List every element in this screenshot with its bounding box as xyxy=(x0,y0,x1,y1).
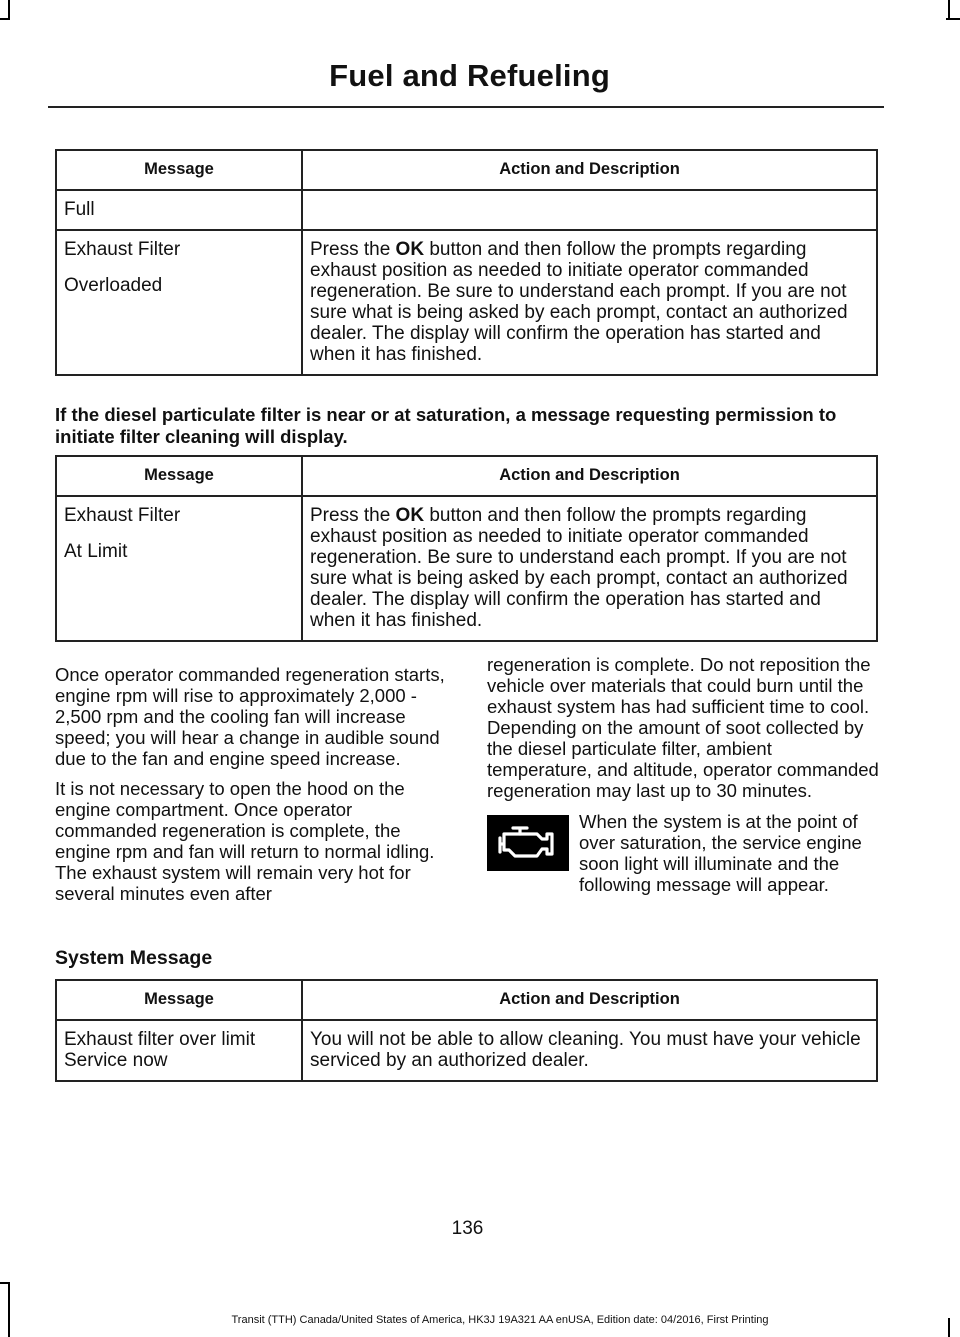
table-row xyxy=(56,496,877,641)
crop-mark-top-left-v xyxy=(8,0,10,18)
message-table-overloaded xyxy=(55,149,878,376)
engine-warning-icon xyxy=(487,815,569,871)
message-cell xyxy=(56,496,302,641)
crop-mark-top-right-h xyxy=(946,18,960,20)
message-cell: Exhaust filter over limit Service now xyxy=(56,1020,302,1081)
table-header-row xyxy=(56,150,877,190)
table-row xyxy=(56,190,877,230)
action-cell: You will not be able to allow cleaning. You must have your vehicle serviced by an authorized dealer. xyxy=(302,1020,877,1081)
body-column-right xyxy=(487,654,879,895)
section-title: Fuel and Refueling xyxy=(329,58,610,93)
table-header-row xyxy=(56,980,877,1020)
message-cell: Full xyxy=(56,190,302,230)
message-line: Exhaust Filter xyxy=(64,239,181,260)
body-paragraph: Once operator commanded regeneration starts, engine rpm will rise to approximately 2,000 - 2,500 rpm and the cooling fan will increase speed; you will hear a change in audible sound due to the fan and engine speed increase. xyxy=(55,664,445,769)
crop-mark-top-left-h xyxy=(0,18,10,20)
message-line: Exhaust Filter xyxy=(64,505,181,526)
system-message-table xyxy=(55,979,878,1082)
table-row xyxy=(56,1020,877,1081)
table-header-row xyxy=(56,456,877,496)
column-header-action: Action and Description xyxy=(302,456,877,496)
action-cell xyxy=(302,190,877,230)
column-header-message: Message xyxy=(56,980,302,1020)
column-header-action: Action and Description xyxy=(302,980,877,1020)
crop-mark-bottom-left-v xyxy=(8,1282,10,1337)
action-text-prefix: Press the xyxy=(310,505,396,526)
action-text: button and then follow the prompts regarding exhaust position as needed to initiate operator commanded regeneration. Be sure to understand each prompt. If you are not sure what is being asked by each prompt, contact an authorized dealer. The display will confirm the operation has started and when it has finished. xyxy=(310,239,848,365)
saturation-subheading: If the diesel particulate filter is near or at saturation, a message requesting permission to initiate filter cleaning will display. xyxy=(55,404,837,447)
page-number: 136 xyxy=(451,1218,484,1239)
body-paragraph-with-icon xyxy=(487,811,879,895)
ok-button-label: OK xyxy=(395,239,425,260)
action-cell xyxy=(302,496,877,641)
body-column-left xyxy=(55,664,447,904)
message-cell xyxy=(56,230,302,375)
column-header-message: Message xyxy=(56,456,302,496)
message-table-at-limit xyxy=(55,455,878,642)
body-paragraph: It is not necessary to open the hood on the engine compartment. Once operator commanded regeneration is complete, the engine rpm and fan will return to normal idling. The exhaust system will remain very hot for several minutes even after xyxy=(55,778,435,904)
system-message-heading: System Message xyxy=(55,947,213,969)
action-text-prefix: Press the xyxy=(310,239,396,260)
body-paragraph: regeneration is complete. Do not reposition the vehicle over materials that could burn until the exhaust system has had sufficient time to cool. Depending on the amount of soot collected by the diesel particulate filter, ambient temperature, and altitude, operator commanded regeneration may last up to 30 minutes. xyxy=(487,654,879,801)
ok-button-label: OK xyxy=(395,505,425,526)
action-cell xyxy=(302,230,877,375)
service-engine-soon-text: When the system is at the point of over saturation, the service engine soon light will illuminate and the following message will appear. xyxy=(579,811,862,895)
crop-mark-top-right-v xyxy=(948,0,950,18)
header-rule xyxy=(48,106,884,108)
message-line: At Limit xyxy=(64,541,128,562)
crop-mark-bottom-left-h xyxy=(0,1282,10,1284)
column-header-message: Message xyxy=(56,150,302,190)
edition-footer: Transit (TTH) Canada/United States of America, HK3J 19A321 AA enUSA, Edition date: 04/2016, First Printing xyxy=(231,1314,769,1326)
action-text: button and then follow the prompts regarding exhaust position as needed to initiate operator commanded regeneration. Be sure to understand each prompt. If you are not sure what is being asked by each prompt, contact an authorized dealer. The display will confirm the operation has started and when it has finished. xyxy=(310,505,848,631)
table-row xyxy=(56,230,877,375)
message-line: Overloaded xyxy=(64,275,163,296)
column-header-action: Action and Description xyxy=(302,150,877,190)
